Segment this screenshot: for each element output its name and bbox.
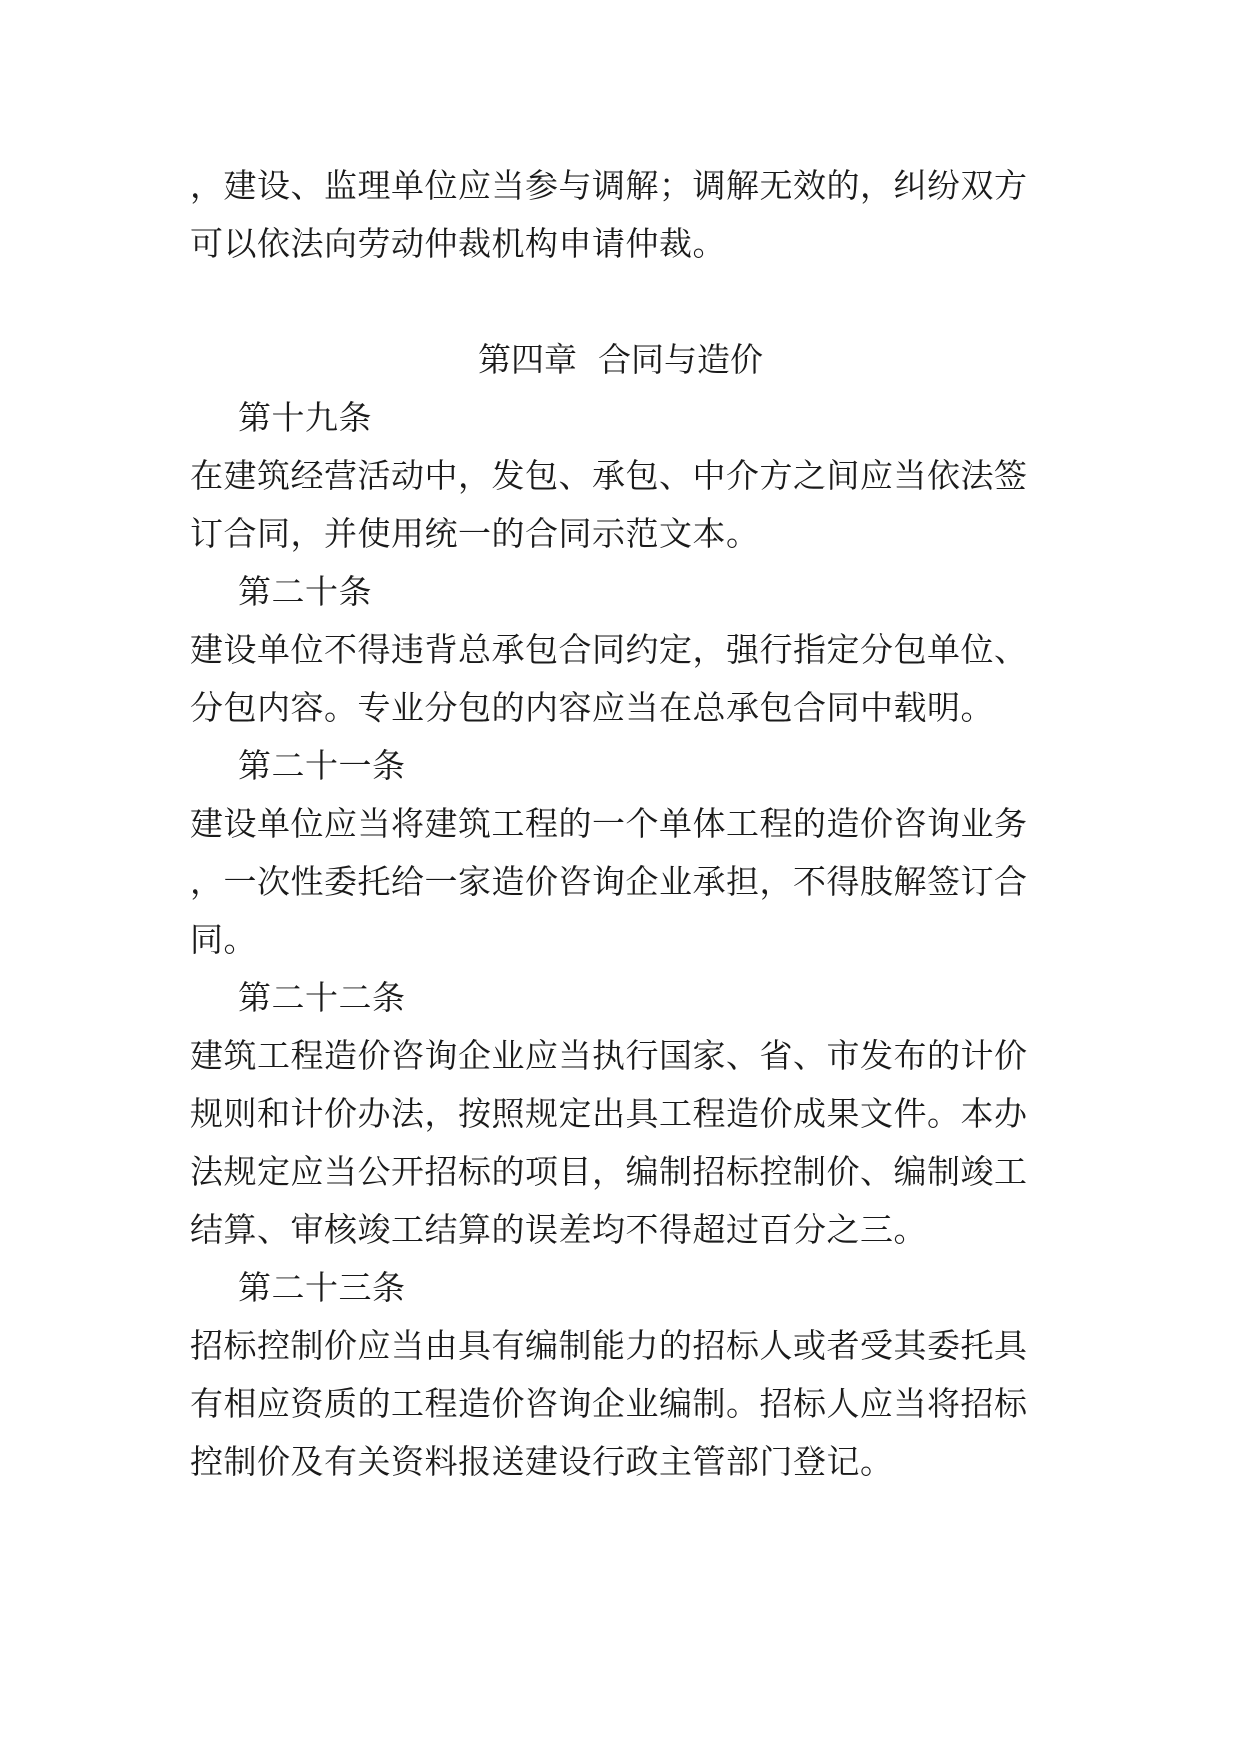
article-number: 第十九条 — [238, 398, 372, 437]
paragraph-line: 建设单位应当将建筑工程的一个单体工程的造价咨询业务 — [190, 804, 1028, 843]
article-number: 第二十三条 — [238, 1268, 406, 1307]
paragraph-line: 规则和计价办法，按照规定出具工程造价成果文件。本办 — [190, 1094, 1028, 1133]
paragraph-line: 有相应资质的工程造价咨询企业编制。招标人应当将招标 — [190, 1384, 1028, 1423]
paragraph-line: ，一次性委托给一家造价咨询企业承担，不得肢解签订合 — [190, 862, 1028, 901]
article-number: 第二十二条 — [238, 978, 406, 1017]
article-number: 第二十条 — [238, 572, 372, 611]
article-number: 第二十一条 — [238, 746, 406, 785]
paragraph-line: 控制价及有关资料报送建设行政主管部门登记。 — [190, 1442, 894, 1481]
paragraph-line: 分包内容。专业分包的内容应当在总承包合同中载明。 — [190, 688, 994, 727]
paragraph-line: 法规定应当公开招标的项目，编制招标控制价、编制竣工 — [190, 1152, 1028, 1191]
paragraph-line: 同。 — [190, 920, 257, 959]
paragraph-line: 建筑工程造价咨询企业应当执行国家、省、市发布的计价 — [190, 1036, 1028, 1075]
chapter-title: 第四章 合同与造价 — [478, 340, 763, 379]
paragraph-line: 可以依法向劳动仲裁机构申请仲裁。 — [190, 224, 726, 263]
paragraph-line: 订合同，并使用统一的合同示范文本。 — [190, 514, 760, 553]
paragraph-line: 招标控制价应当由具有编制能力的招标人或者受其委托具 — [190, 1326, 1028, 1365]
paragraph-line: 结算、审核竣工结算的误差均不得超过百分之三。 — [190, 1210, 927, 1249]
paragraph-line: ，建设、监理单位应当参与调解；调解无效的，纠纷双方 — [190, 166, 1028, 205]
paragraph-line: 在建筑经营活动中，发包、承包、中介方之间应当依法签 — [190, 456, 1028, 495]
paragraph-line: 建设单位不得违背总承包合同约定，强行指定分包单位、 — [190, 630, 1028, 669]
